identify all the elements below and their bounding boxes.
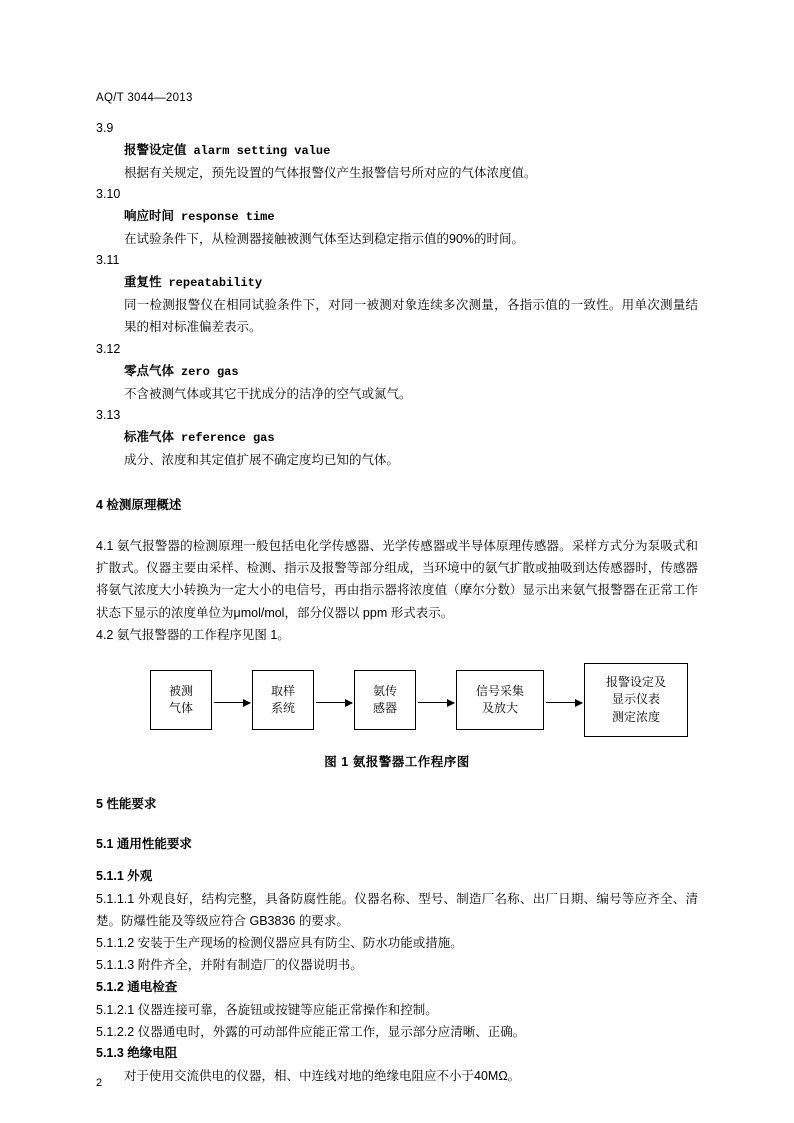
- term-label-cn: 零点气体: [124, 363, 175, 378]
- term-number: 3.12: [96, 341, 121, 356]
- term-label-cn: 响应时间: [124, 209, 175, 223]
- term-heading: [96, 140, 698, 162]
- term-definition: 成分、浓度和其定值扩展不确定度均已知的气体。: [124, 452, 400, 467]
- section-4-title: 4 检测原理概述: [96, 497, 182, 512]
- paragraph-5-1-2-2: 5.1.2.2 仪器通电时，外露的可动部件应能正常工作，显示部分应清晰、正确。: [96, 1024, 526, 1039]
- diagram-box-1: 被测 气体: [150, 670, 212, 730]
- section-5-title: 5 性能要求: [96, 797, 157, 811]
- diagram-arrow-4: [546, 702, 582, 703]
- term-definition: 同一检测报警仪在相同试验条件下，对同一被测对象连续多次测量，各指示值的一致性。用单次测量结果的相对标准偏差表示。: [124, 298, 698, 335]
- paragraph-5-1-3: 对于使用交流供电的仪器，相、中连线对地的绝缘电阻应不小于40MΩ。: [124, 1068, 521, 1083]
- term-heading: [96, 361, 698, 383]
- paragraph-4-2: 4.2 氨气报警器的工作程序见图 1。: [96, 627, 290, 642]
- term-label-en: repeatability: [168, 276, 263, 291]
- term-number: 3.9: [96, 121, 114, 135]
- paragraph-5-1-1-3: 5.1.1.3 附件齐全，并附有制造厂的仪器说明书。: [96, 958, 363, 973]
- paragraph-5-1-2-1: 5.1.2.1 仪器连接可靠，各旋钮或按键等应能正常操作和控制。: [96, 1002, 438, 1017]
- term-definition: 不含被测气体或其它干扰成分的洁净的空气或氮气。: [124, 386, 412, 401]
- diagram-arrow-2: [316, 702, 352, 703]
- term-label-en: reference gas: [180, 430, 275, 445]
- diagram-arrow-3: [418, 702, 454, 703]
- term-label-cn: 标准气体: [124, 429, 175, 444]
- section-5-1-3-title: 5.1.3 绝缘电阻: [96, 1046, 178, 1060]
- term-definition: 在试验条件下，从检测器接触被测气体至达到稳定指示值的90%的时间。: [124, 232, 525, 246]
- term-heading: [96, 427, 698, 449]
- page-header: AQ/T 3044—2013: [96, 92, 193, 104]
- diagram-arrow-1: [214, 702, 250, 703]
- diagram-box-4: 信号采集 及放大: [456, 670, 544, 730]
- term-number: 3.13: [96, 407, 121, 422]
- figure-caption: 图 1 氨报警器工作程序图: [324, 755, 470, 769]
- section-5-1-2-title: 5.1.2 通电检查: [96, 979, 178, 994]
- term-label-en: response time: [180, 210, 275, 224]
- term-label-en: zero gas: [180, 364, 239, 379]
- section-5-1-title: 5.1 通用性能要求: [96, 836, 192, 851]
- term-label-cn: 报警设定值: [124, 142, 187, 157]
- term-label-en: alarm setting value: [193, 143, 331, 158]
- diagram-box-2: 取样 系统: [252, 670, 314, 730]
- paragraph-5-1-1-2: 5.1.1.2 安装于生产现场的检测仪器应具有防尘、防水功能或措施。: [96, 936, 463, 951]
- section-5-1-1-title: 5.1.1 外观: [96, 868, 153, 883]
- term-label-cn: 重复性: [124, 275, 162, 290]
- term-definition: 根据有关规定，预先设置的气体报警仪产生报警信号所对应的气体浓度值。: [124, 165, 537, 180]
- paragraph-4-1: 4.1 氨气报警器的检测原理一般包括电化学传感器、光学传感器或半导体原理传感器。采样方式分为泵吸式和扩散式。仪器主要由采样、检测、指示及报警等部分组成，当环境中的氨气扩散或抽吸到达传感器时，传感器将氨气浓度大小转换为一定大小的电信号，再由指示器将浓度值（摩尔分数）显示出来氨气报警器在正常工作状态下显示的浓度单位为μmol/mol，部分仪器以 ppm 形式表示。: [96, 538, 698, 620]
- diagram-box-5: 报警设定及 显示仪表 测定浓度: [584, 663, 688, 737]
- term-heading: [96, 206, 698, 228]
- term-number: 3.11: [96, 253, 120, 268]
- term-number: 3.10: [96, 187, 121, 202]
- diagram-box-3: 氨传 感器: [354, 670, 416, 730]
- page-number: 2: [96, 1077, 103, 1089]
- paragraph-5-1-1-1: 5.1.1.1 外观良好，结构完整，具备防腐性能。仪器名称、型号、制造厂名称、出厂日期、编号等应齐全、清楚。防爆性能及等级应符合 GB3836 的要求。: [96, 891, 698, 928]
- term-heading: [96, 272, 698, 294]
- flow-diagram: [150, 656, 698, 742]
